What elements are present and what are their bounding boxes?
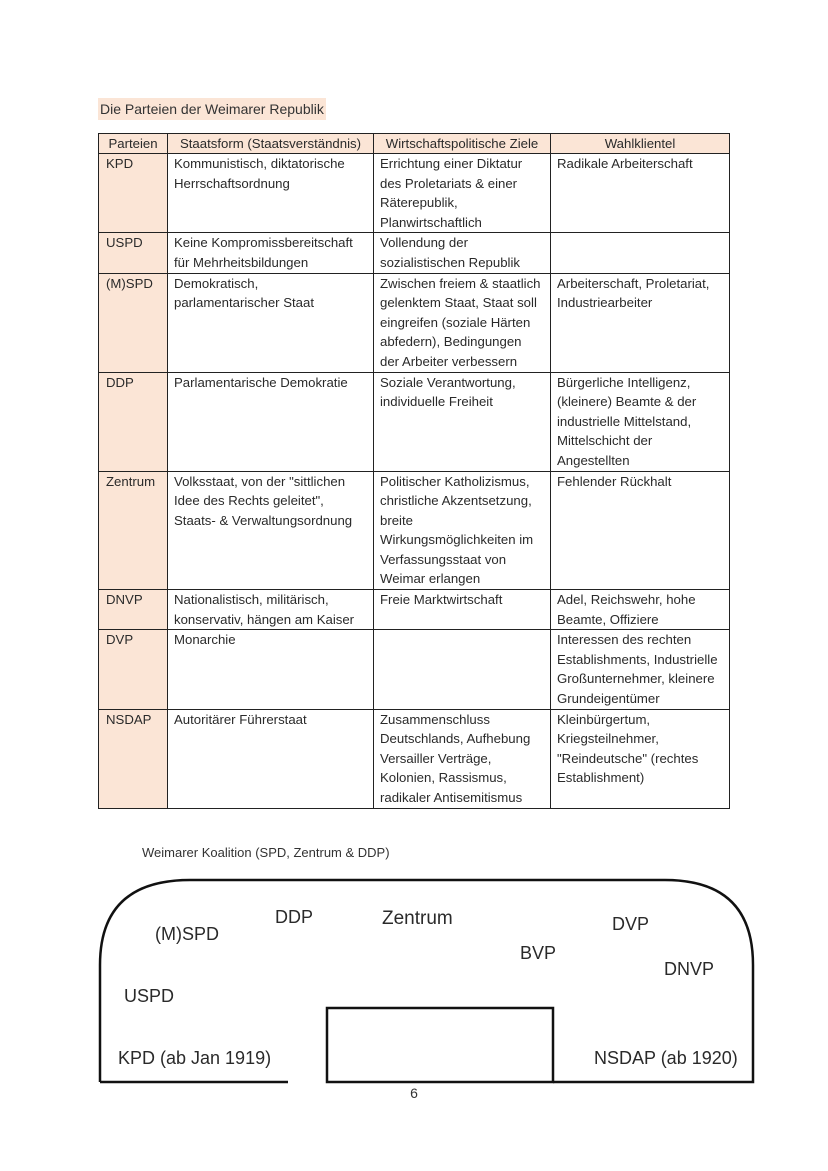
staatsform-cell: Kommunistisch, diktatorische Herrschaftsordnung <box>168 154 374 233</box>
wirtschaft-cell: Errichtung einer Diktatur des Proletariats & einer Räterepublik, Planwirtschaftlich <box>374 154 551 233</box>
party-cell: DVP <box>99 630 168 709</box>
staatsform-cell: Monarchie <box>168 630 374 709</box>
wirtschaft-cell: Freie Marktwirtschaft <box>374 590 551 630</box>
wirtschaft-cell: Zwischen freiem & staatlich gelenktem Staat, Staat soll eingreifen (soziale Härten abfedern), Bedingungen der Arbeiter verbessern <box>374 273 551 372</box>
party-cell: KPD <box>99 154 168 233</box>
seat-label-dnvp: DNVP <box>664 959 715 979</box>
coalition-caption: Weimarer Koalition (SPD, Zentrum & DDP) <box>142 845 390 860</box>
seat-label-nsdap: NSDAP (ab 1920) <box>594 1048 738 1068</box>
party-cell: USPD <box>99 233 168 273</box>
wirtschaft-cell: Zusammenschluss Deutschlands, Aufhebung Versailler Verträge, Kolonien, Rassismus, radikaler Antisemitismus <box>374 709 551 808</box>
seat-label-uspd: USPD <box>124 986 175 1006</box>
wahlklientel-cell: Radikale Arbeiterschaft <box>551 154 730 233</box>
party-cell: DNVP <box>99 590 168 630</box>
staatsform-cell: Parlamentarische Demokratie <box>168 372 374 471</box>
wirtschaft-cell: Vollendung der sozialistischen Republik <box>374 233 551 273</box>
wahlklientel-cell: Arbeiterschaft, Proletariat, Industriearbeiter <box>551 273 730 372</box>
wahlklientel-cell: Fehlender Rückhalt <box>551 471 730 590</box>
staatsform-cell: Keine Kompromissbereitschaft für Mehrheitsbildungen <box>168 233 374 273</box>
party-cell: NSDAP <box>99 709 168 808</box>
party-cell: DDP <box>99 372 168 471</box>
staatsform-cell: Demokratisch, parlamentarischer Staat <box>168 273 374 372</box>
wahlklientel-cell: Adel, Reichswehr, hohe Beamte, Offiziere <box>551 590 730 630</box>
column-header: Staatsform (Staatsverständnis) <box>168 134 374 154</box>
wirtschaft-cell: Politischer Katholizismus, christliche Akzentsetzung, breite Wirkungsmöglichkeiten im Verfassungsstaat von Weimar erlangen <box>374 471 551 590</box>
column-header: Parteien <box>99 134 168 154</box>
seat-label-zentrum: Zentrum <box>382 908 453 929</box>
column-header: Wirtschaftspolitische Ziele <box>374 134 551 154</box>
staatsform-cell: Nationalistisch, militärisch, konservativ, hängen am Kaiser <box>168 590 374 630</box>
wirtschaft-cell: Soziale Verantwortung, individuelle Freiheit <box>374 372 551 471</box>
wahlklientel-cell: Interessen des rechten Establishments, Industrielle Großunternehmer, kleinere Grundeigentümer <box>551 630 730 709</box>
seat-label-bvp: BVP <box>520 943 557 963</box>
staatsform-cell: Volksstaat, von der "sittlichen Idee des Rechts geleitet", Staats- & Verwaltungsordnung <box>168 471 374 590</box>
seat-label-dvp: DVP <box>612 914 650 934</box>
government-bench <box>327 1008 553 1082</box>
seat-label-ddp: DDP <box>275 907 314 927</box>
seat-label-kpd: KPD (ab Jan 1919) <box>118 1048 272 1068</box>
wahlklientel-cell: Bürgerliche Intelligenz, (kleinere) Beamte & der industrielle Mittelstand, Mittelschicht der Angestellten <box>551 372 730 471</box>
page-title: Die Parteien der Weimarer Republik <box>98 98 326 120</box>
seat-label-mspd: (M)SPD <box>155 924 219 944</box>
page-number: 6 <box>410 1085 418 1101</box>
column-header: Wahlklientel <box>551 134 730 154</box>
party-cell: (M)SPD <box>99 273 168 372</box>
wahlklientel-cell: Kleinbürgertum, Kriegsteilnehmer, "Reindeutsche" (rechtes Establishment) <box>551 709 730 808</box>
party-cell: Zentrum <box>99 471 168 590</box>
staatsform-cell: Autoritärer Führerstaat <box>168 709 374 808</box>
